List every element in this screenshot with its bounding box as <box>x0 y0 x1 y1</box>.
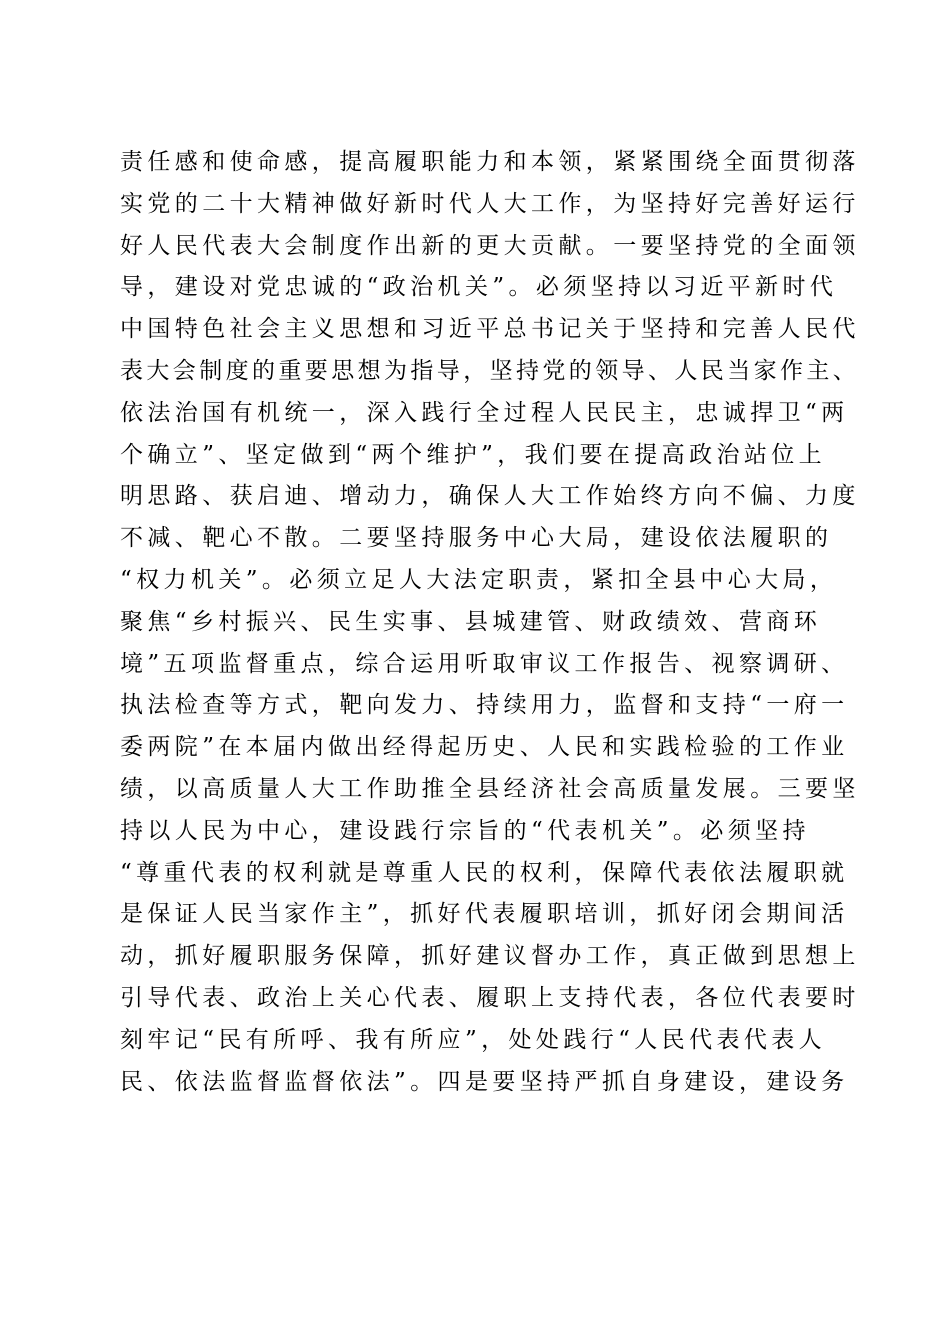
text-line: 境”五项监督重点，综合运用听取审议工作报告、视察调研、 <box>120 650 849 677</box>
text-line: 持以人民为中心，建设践行宗旨的“代表机关”。必须坚持 <box>120 817 810 844</box>
text-line: 执法检查等方式，靶向发力、持续用力，监督和支持“一府一 <box>120 692 849 719</box>
text-line: 聚焦“乡村振兴、民生实事、县城建管、财政绩效、营商环 <box>120 608 822 635</box>
text-line: 好人民代表大会制度作出新的更大贡献。一要坚持党的全面领 <box>120 232 860 259</box>
text-line: 刻牢记“民有所呼、我有所应”，处处践行“人民代表代表人 <box>120 1026 827 1053</box>
text-line: 导，建设对党忠诚的“政治机关”。必须坚持以习近平新时代 <box>120 274 838 301</box>
text-line: 不减、靶心不散。二要坚持服务中心大局，建设依法履职的 <box>120 525 833 552</box>
text-line: 表大会制度的重要思想为指导，坚持党的领导、人民当家作主、 <box>120 357 860 384</box>
text-line: 是保证人民当家作主”，抓好代表履职培训，抓好闭会期间活 <box>120 901 849 928</box>
text-line: 依法治国有机统一，深入践行全过程人民民主，忠诚捍卫“两 <box>120 399 849 426</box>
text-line: 绩，以高质量人大工作助推全县经济社会高质量发展。三要坚 <box>120 775 860 802</box>
text-line: 引导代表、政治上关心代表、履职上支持代表，各位代表要时 <box>120 984 860 1011</box>
text-line: 个确立”、坚定做到“两个维护”，我们要在提高政治站位上 <box>120 441 827 468</box>
text-line: 委两院”在本届内做出经得起历史、人民和实践检验的工作业 <box>120 734 849 761</box>
text-line: “尊重代表的权利就是尊重人民的权利，保障代表依法履职就 <box>120 859 849 886</box>
body-paragraph <box>120 142 860 1103</box>
text-line: 动，抓好履职服务保障，抓好建议督办工作，真正做到思想上 <box>120 943 860 970</box>
text-line: “权力机关”。必须立足人大法定职责，紧扣全县中心大局， <box>120 566 838 593</box>
text-line: 明思路、获启迪、增动力，确保人大工作始终方向不偏、力度 <box>120 483 860 510</box>
text-line: 责任感和使命感，提高履职能力和本领，紧紧围绕全面贯彻落 <box>120 149 860 175</box>
text-line: 中国特色社会主义思想和习近平总书记关于坚持和完善人民代 <box>120 316 860 343</box>
text-line: 实党的二十大精神做好新时代人大工作，为坚持好完善好运行 <box>120 190 860 217</box>
text-line: 民、依法监督监督依法”。四是要坚持严抓自身建设，建设务 <box>120 1068 849 1095</box>
